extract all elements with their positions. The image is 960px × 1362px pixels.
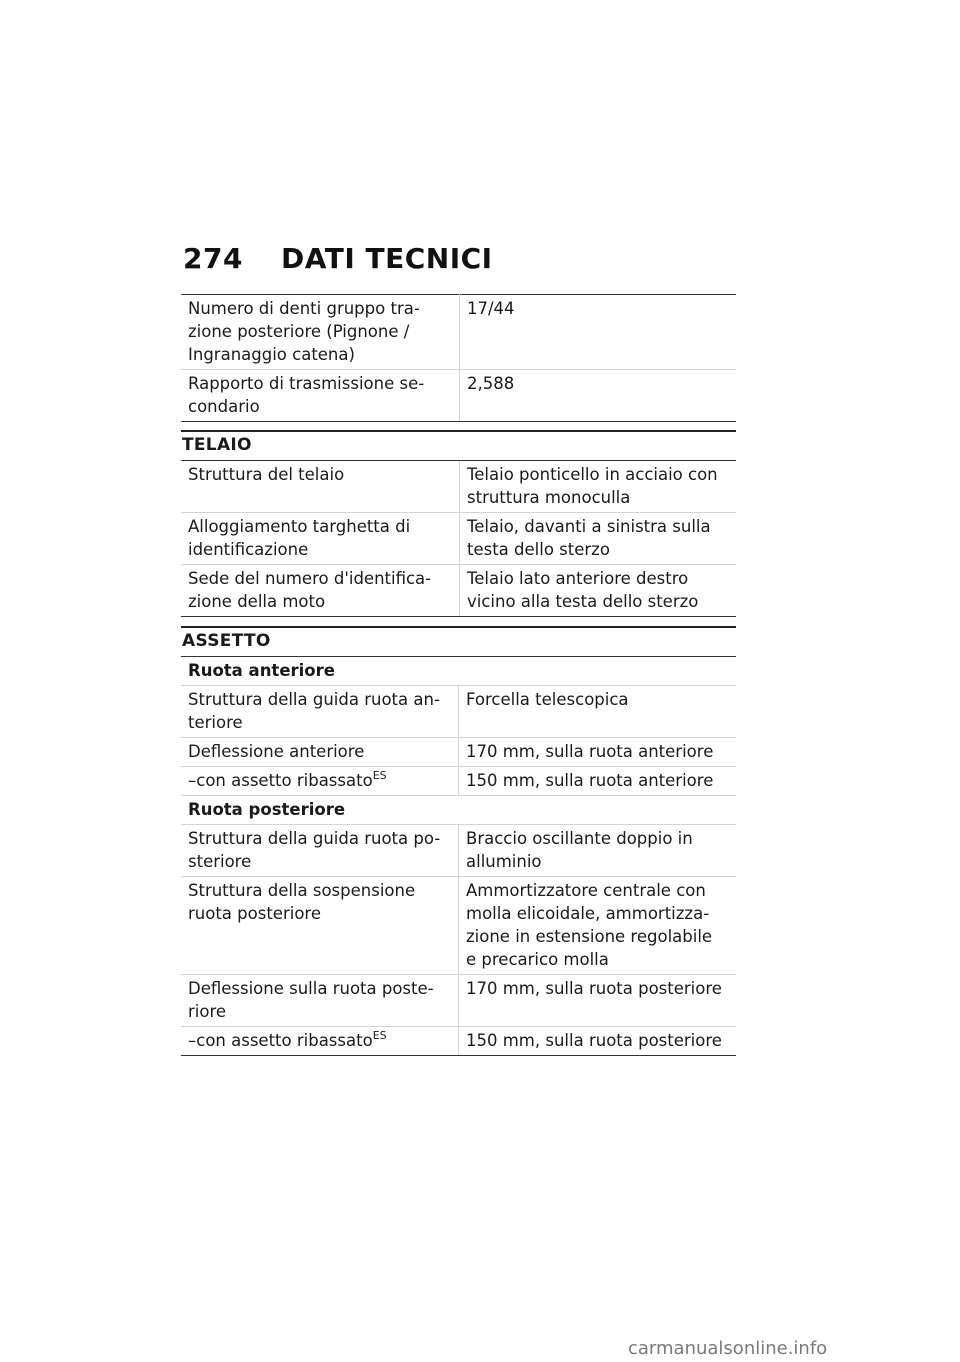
spec-value: Telaio lato anteriore destro vicino alla testa dello sterzo [460, 565, 737, 617]
table-row [181, 975, 736, 1027]
spec-value: 150 mm, sulla ruota anteriore [459, 767, 737, 796]
spec-value: 170 mm, sulla ruota posteriore [459, 975, 737, 1027]
subsection-row-rear [181, 796, 736, 825]
subsection-title-front: Ruota anteriore [181, 657, 736, 686]
spec-label: –con assetto ribassato$^{ES}$ [181, 1027, 459, 1056]
table-row [181, 295, 736, 370]
page-header [183, 242, 743, 282]
spec-value: Telaio, davanti a sinistra sulla testa dello sterzo [460, 513, 737, 565]
watermark-text: carmanualsonline.info [628, 1338, 828, 1359]
table-row [181, 767, 736, 796]
page-title: DATI TECNICI [281, 242, 493, 275]
page-number: 274 [183, 242, 243, 275]
spec-value: Braccio oscillante doppio in alluminio [459, 825, 737, 877]
assetto-section [181, 626, 736, 1056]
transmission-block [181, 294, 736, 422]
table-row [181, 461, 736, 513]
spec-label: Rapporto di trasmissione se- condario [181, 370, 460, 422]
spec-value: Ammortizzatore centrale con molla elicoidale, ammortizza- zione in estensione regolabile e precarico molla [459, 877, 737, 975]
subsection-row-front [181, 657, 736, 686]
section-title-assetto: ASSETTO [181, 626, 736, 657]
spec-label: Struttura della sospensione ruota posteriore [181, 877, 459, 975]
section-title-telaio: TELAIO [181, 430, 736, 461]
subsection-title-rear: Ruota posteriore [181, 796, 736, 825]
spec-value: 2,588 [460, 370, 737, 422]
table-row [181, 686, 736, 738]
spec-label: –con assetto ribassato$^{ES}$ [181, 767, 459, 796]
telaio-section [181, 430, 736, 617]
spec-value: Forcella telescopica [459, 686, 737, 738]
option-marker: ES [372, 1029, 387, 1042]
table-row [181, 738, 736, 767]
spec-label: Alloggiamento targhetta di identificazione [181, 513, 460, 565]
spec-label: Deflessione sulla ruota poste- riore [181, 975, 459, 1027]
spec-value: Telaio ponticello in acciaio con struttura monoculla [460, 461, 737, 513]
table-row [181, 565, 736, 617]
table-row [181, 825, 736, 877]
table-row [181, 513, 736, 565]
spec-label: Struttura del telaio [181, 461, 460, 513]
option-marker: ES [372, 769, 387, 782]
spec-value: 170 mm, sulla ruota anteriore [459, 738, 737, 767]
spec-label: Struttura della guida ruota an- teriore [181, 686, 459, 738]
spec-label: Struttura della guida ruota po- steriore [181, 825, 459, 877]
spec-label: Sede del numero d'identifica- zione della moto [181, 565, 460, 617]
spec-label: Deflessione anteriore [181, 738, 459, 767]
transmission-table [181, 294, 736, 422]
table-row [181, 1027, 736, 1056]
table-row [181, 877, 736, 975]
spec-value: 17/44 [460, 295, 737, 370]
table-row [181, 370, 736, 422]
telaio-table [181, 461, 736, 617]
assetto-table [181, 657, 736, 1056]
spec-label: Numero di denti gruppo tra- zione posteriore (Pignone / Ingranaggio catena) [181, 295, 460, 370]
spec-value: 150 mm, sulla ruota posteriore [459, 1027, 737, 1056]
